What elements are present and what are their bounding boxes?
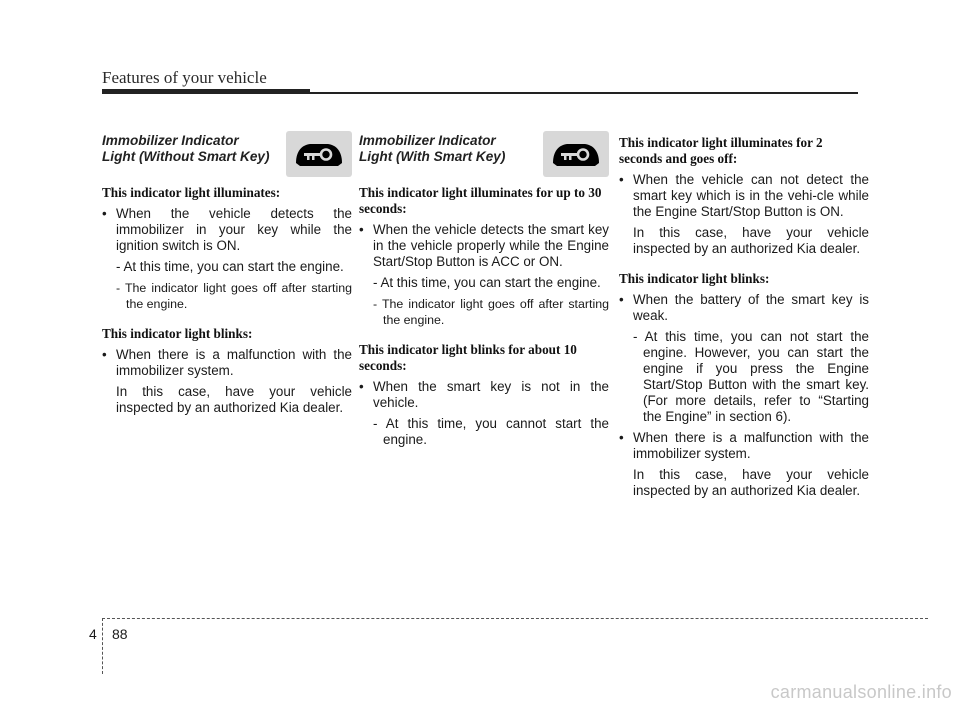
column-without-smart-key [102,133,352,421]
column-smart-key-continued [619,135,869,504]
immobilizer-key-icon [543,131,609,177]
illuminates-label: This indicator light illuminates for up to 30 seconds: [359,185,602,216]
blinks-label: This indicator light blinks: [102,326,253,341]
illuminates-label: This indicator light illuminates: [102,185,281,200]
section-title-line1: Immobilizer Indicator [359,133,496,148]
section-title-line2: Light (Without Smart Key) [102,149,270,164]
page-header-title: Features of your vehicle [102,68,267,87]
illuminates-label: This indicator light illuminates for 2 seconds and goes off: [619,135,823,166]
sub-item: - At this time, you can start the engine. [373,275,601,290]
chapter-number: 4 [89,626,97,642]
bullet-item: • When there is a malfunction with the immobilizer system. [102,347,352,379]
section-header [102,133,352,179]
section-title-line1: Immobilizer Indicator [102,133,239,148]
bullet-item: • When there is a malfunction with the immobilizer system. [619,430,869,462]
sub-item: - At this time, you cannot start the engine. [373,416,609,447]
footer-divider [102,618,103,674]
bullet-item: • When the vehicle can not detect the smart key which is in the vehi-cle while the Engine Start/Stop Button is ON. [619,172,869,220]
column-with-smart-key [359,133,609,453]
sub-item: - The indicator light goes off after starting the engine. [116,281,352,311]
section-header [359,133,609,179]
sub-item: - The indicator light goes off after starting the engine. [373,297,609,327]
header-rule-thin [310,92,858,94]
bullet-item: • When the battery of the smart key is weak. [619,292,869,324]
sub-item: - At this time, you can not start the engine. However, you can start the engine if you press the Engine Start/Stop Button with the smart key. (For more details, refer to “Starting the Engine” in section 6). [633,329,869,424]
section-title-line2: Light (With Smart Key) [359,149,506,164]
bullet-item: • When the vehicle detects the smart key in the vehicle properly while the Engine Start/Stop Button is ACC or ON. [359,222,609,270]
header-rule-thick [102,89,310,94]
sub-item: - At this time, you can start the engine. [116,259,344,274]
bullet-item: • When the vehicle detects the immobilizer in your key while the ignition switch is ON. [102,206,352,254]
blinks-label: This indicator light blinks: [619,271,770,286]
watermark: carmanualsonline.info [770,682,952,702]
bullet-item: • When the smart key is not in the vehicle. [359,379,609,411]
footer-rule [102,618,928,619]
blinks-label: This indicator light blinks for about 10 seconds: [359,342,577,373]
immobilizer-key-icon [286,131,352,177]
page-number: 88 [112,626,128,642]
note-paragraph: In this case, have your vehicle inspected by an authorized Kia dealer. [633,225,869,256]
note-paragraph: In this case, have your vehicle inspected by an authorized Kia dealer. [633,467,869,498]
note-paragraph: In this case, have your vehicle inspected by an authorized Kia dealer. [116,384,352,415]
